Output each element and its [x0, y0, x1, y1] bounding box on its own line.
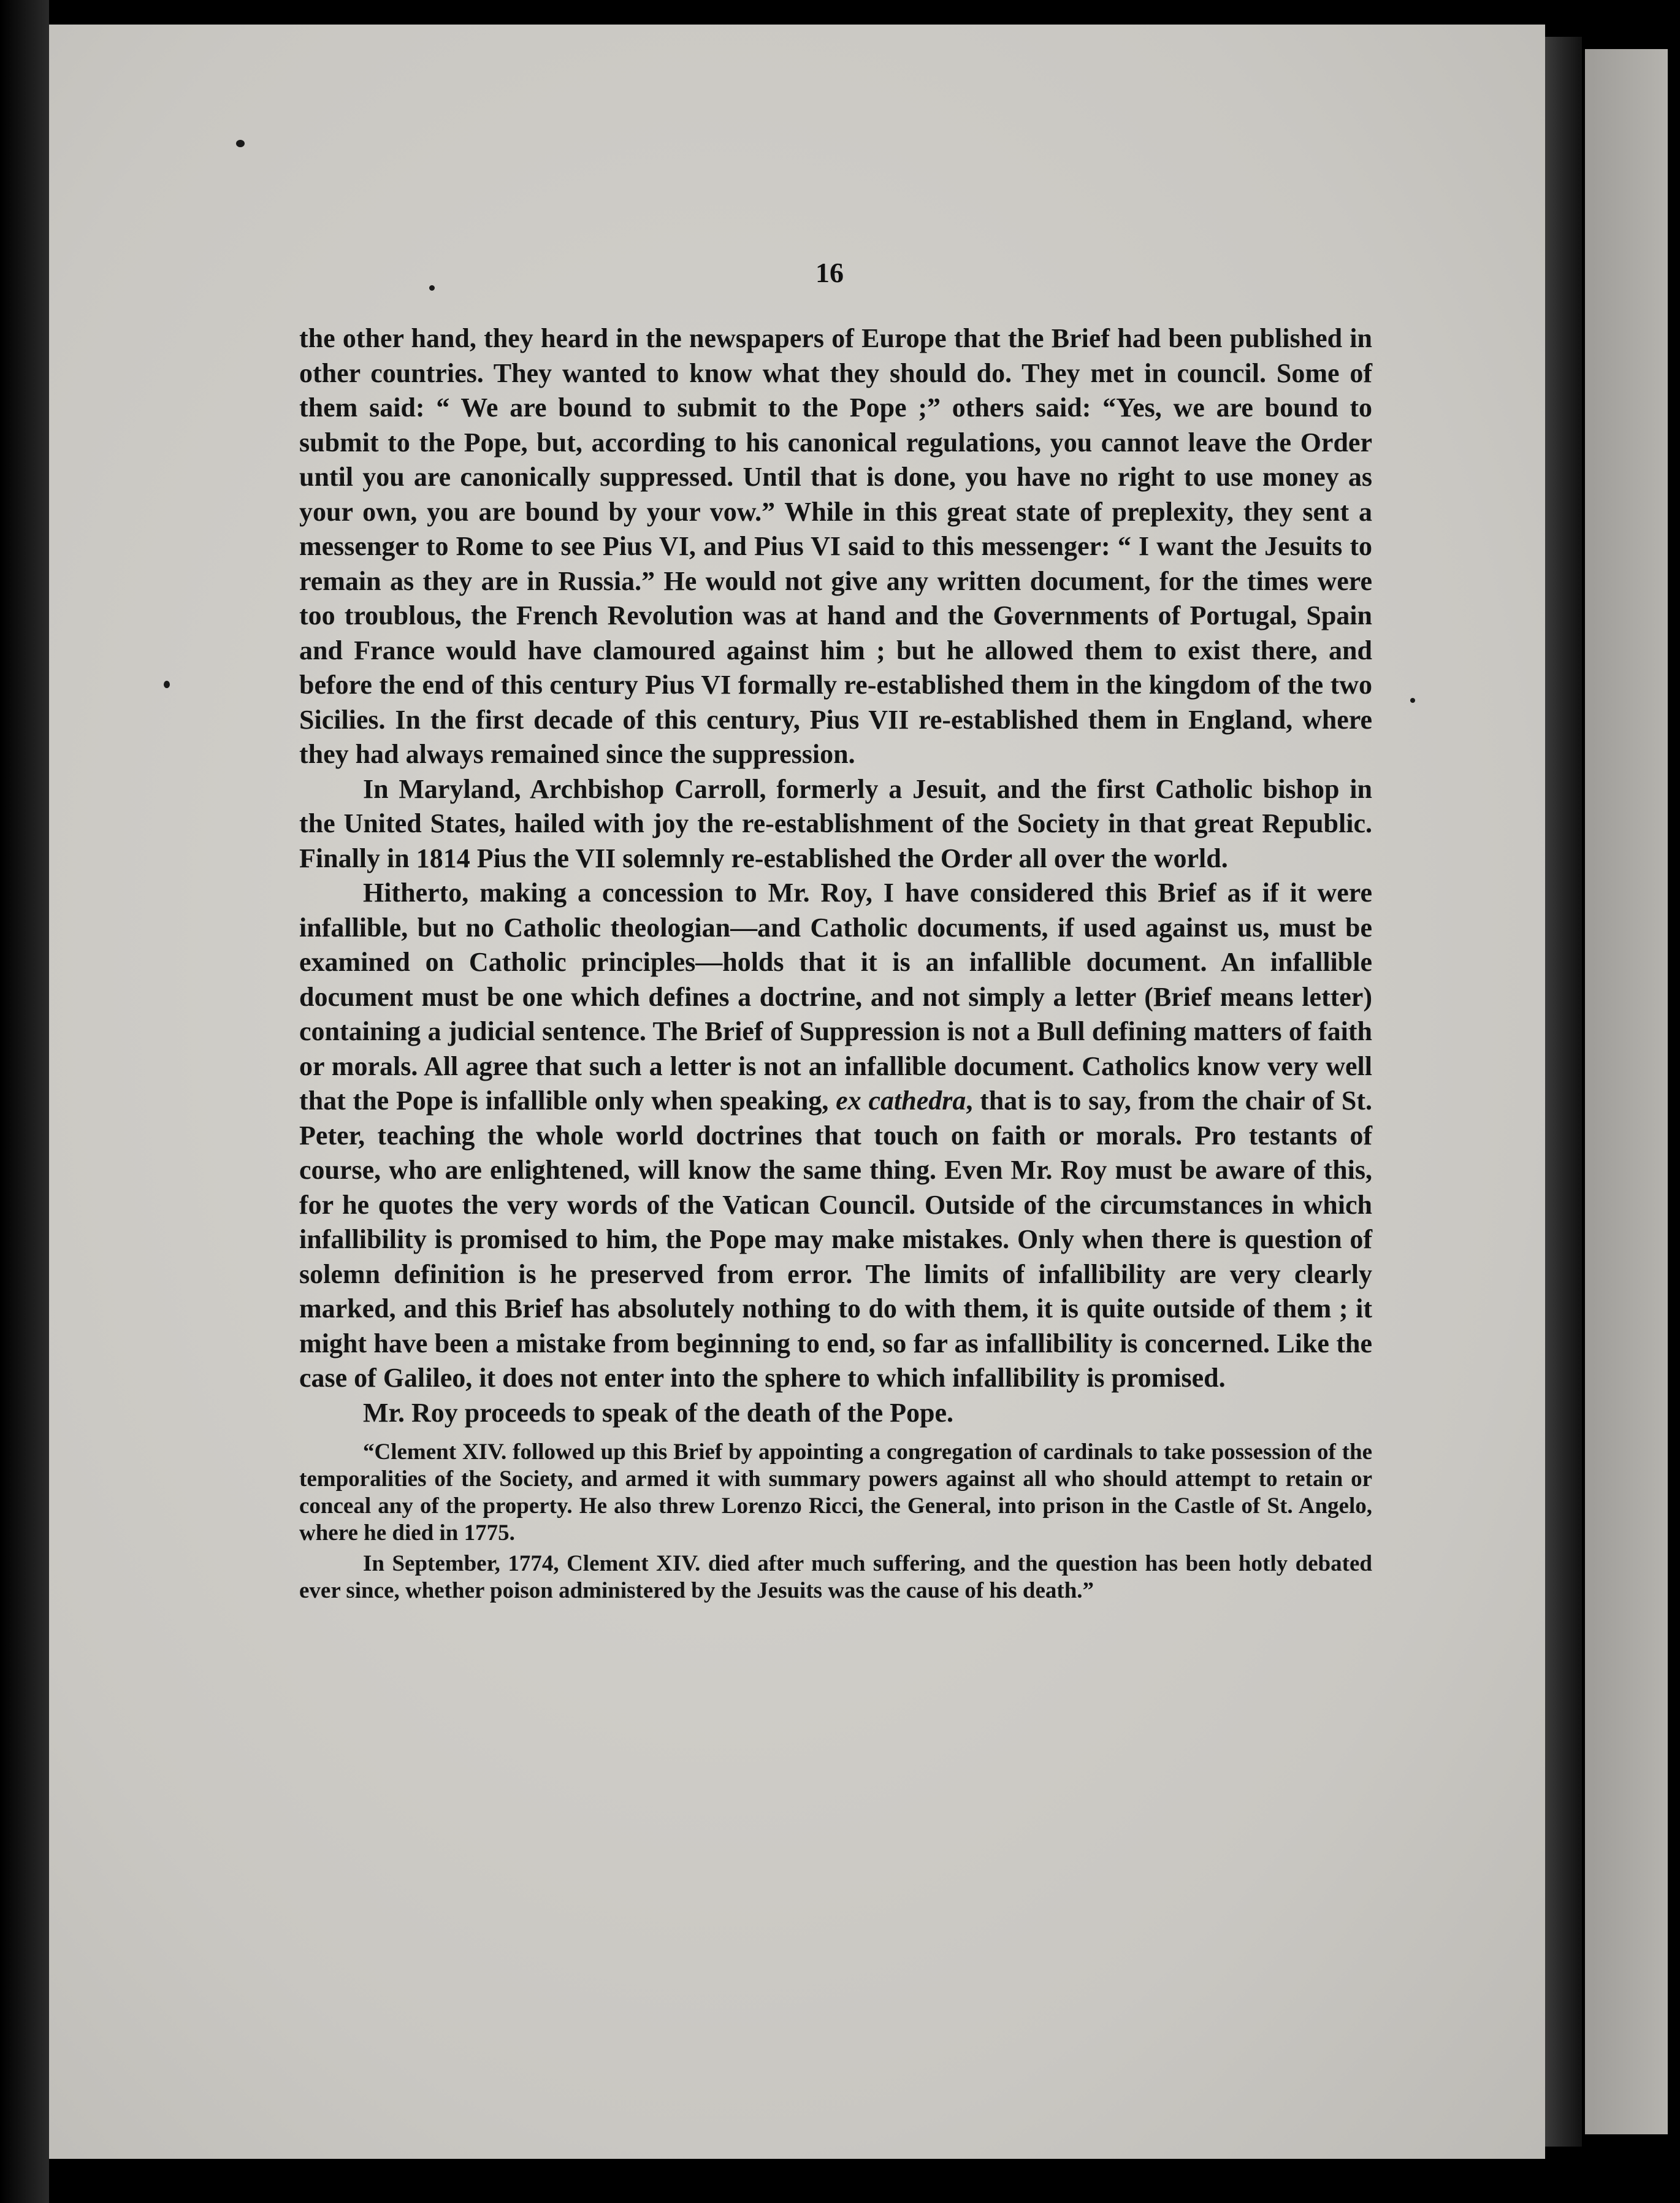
ink-speck	[1410, 698, 1415, 703]
quote-paragraph-1: “Clement XIV. followed up this Brief by appointing a congregation of cardinals to take possession of the temporalities of the Society, and armed it with summary powers against all who should attempt to retain or conceal any of the property. He also threw Lorenzo Ricci, the General, into prison in the Castle of St. Angelo, where he died in 1775.	[299, 1439, 1372, 1546]
ink-speck	[164, 681, 170, 688]
book-binding-shadow	[0, 0, 49, 2203]
ink-speck	[429, 285, 435, 291]
body-text	[299, 321, 1372, 1604]
page-number: 16	[815, 257, 844, 288]
paragraph-3-end: , that is to say, from the chair of St. Peter, teaching the whole world doctrines that touch on faith or morals. Pro testants of course, who are enlightened, will know the same thing. Even Mr. Roy must be aware of this, for he quotes the very words of the Vatican Council. Outside of the circumstances in which infallibility is promised to him, the Pope may make mistakes. Only when there is question of solemn definition is he preserved from error. The limits of infallibility are very clearly marked, and this Brief has absolutely nothing to do with them, it is quite outside of them ; it might have been a mistake from beginning to end, so far as infallibility is concerned. Like the case of Galileo, it does not enter into the sphere to which infallibility is promised.	[299, 1086, 1373, 1393]
paragraph-2: In Maryland, Archbishop Carroll, formerly a Jesuit, and the first Catholic bishop in the United States, hailed with joy the re-establishment of the Society in that great Republic. Finally in 1814 Pius the VII solemnly re-established the Order all over the world.	[299, 773, 1372, 873]
paragraph-4: Mr. Roy proceeds to speak of the death of the Pope.	[363, 1397, 954, 1428]
quote-paragraph-2: In September, 1774, Clement XIV. died after much suffering, and the question has been hotly debated ever since, whether poison administered by the Jesuits was the cause of his death.”	[299, 1551, 1372, 1603]
paragraph-3	[299, 876, 1372, 1396]
paragraph-1: the other hand, they heard in the newspapers of Europe that the Brief had been published in other countries. They wanted to know what they should do. They met in council. Some of them said: “ We are bound to submit to the Pope ;” others said: “Yes, we are bound to submit to the Pope, but, according to his canonical regulations, you cannot leave the Order until you are canonically suppressed. Until that is done, you have no right to use money as your own, you are bound by your vow.” While in this great state of preplexity, they sent a messenger to Rome to see Pius VI, and Pius VI said to this messenger: “ I want the Jesuits to remain as they are in Russia.” He would not give any written document, for the times were too troublous, the French Revolution was at hand and the Governments of Portugal, Spain and France would have clamoured against him ; but he allowed them to exist there, and before the end of this century Pius VI formally re-established them in the kingdom of the two Sicilies. In the first decade of this century, Pius VII re-established them in England, where they had always remained since the suppression.	[299, 323, 1372, 769]
page-edge-shadow	[1545, 37, 1582, 2147]
latin-phrase: ex cathedra	[836, 1086, 966, 1116]
paragraph-3-start: Hitherto, making a concession to Mr. Roy, I have considered this Brief as if it were infallible, but no Catholic theologian—and Catholic documents, if used against us, must be examined on Catholic principles—holds that it is an infallible document. An infallible document must be one which defines a doctrine, and not simply a letter (Brief means letter) containing a judicial sentence. The Brief of Suppression is not a Bull defining matters of faith or morals. All agree that such a letter is not an infallible document. Catholics know very well that the Pope is infallible only when speaking,	[299, 878, 1372, 1116]
ink-speck	[236, 140, 245, 147]
adjacent-page-edge	[1585, 49, 1668, 2134]
block-quotation	[299, 1439, 1372, 1604]
